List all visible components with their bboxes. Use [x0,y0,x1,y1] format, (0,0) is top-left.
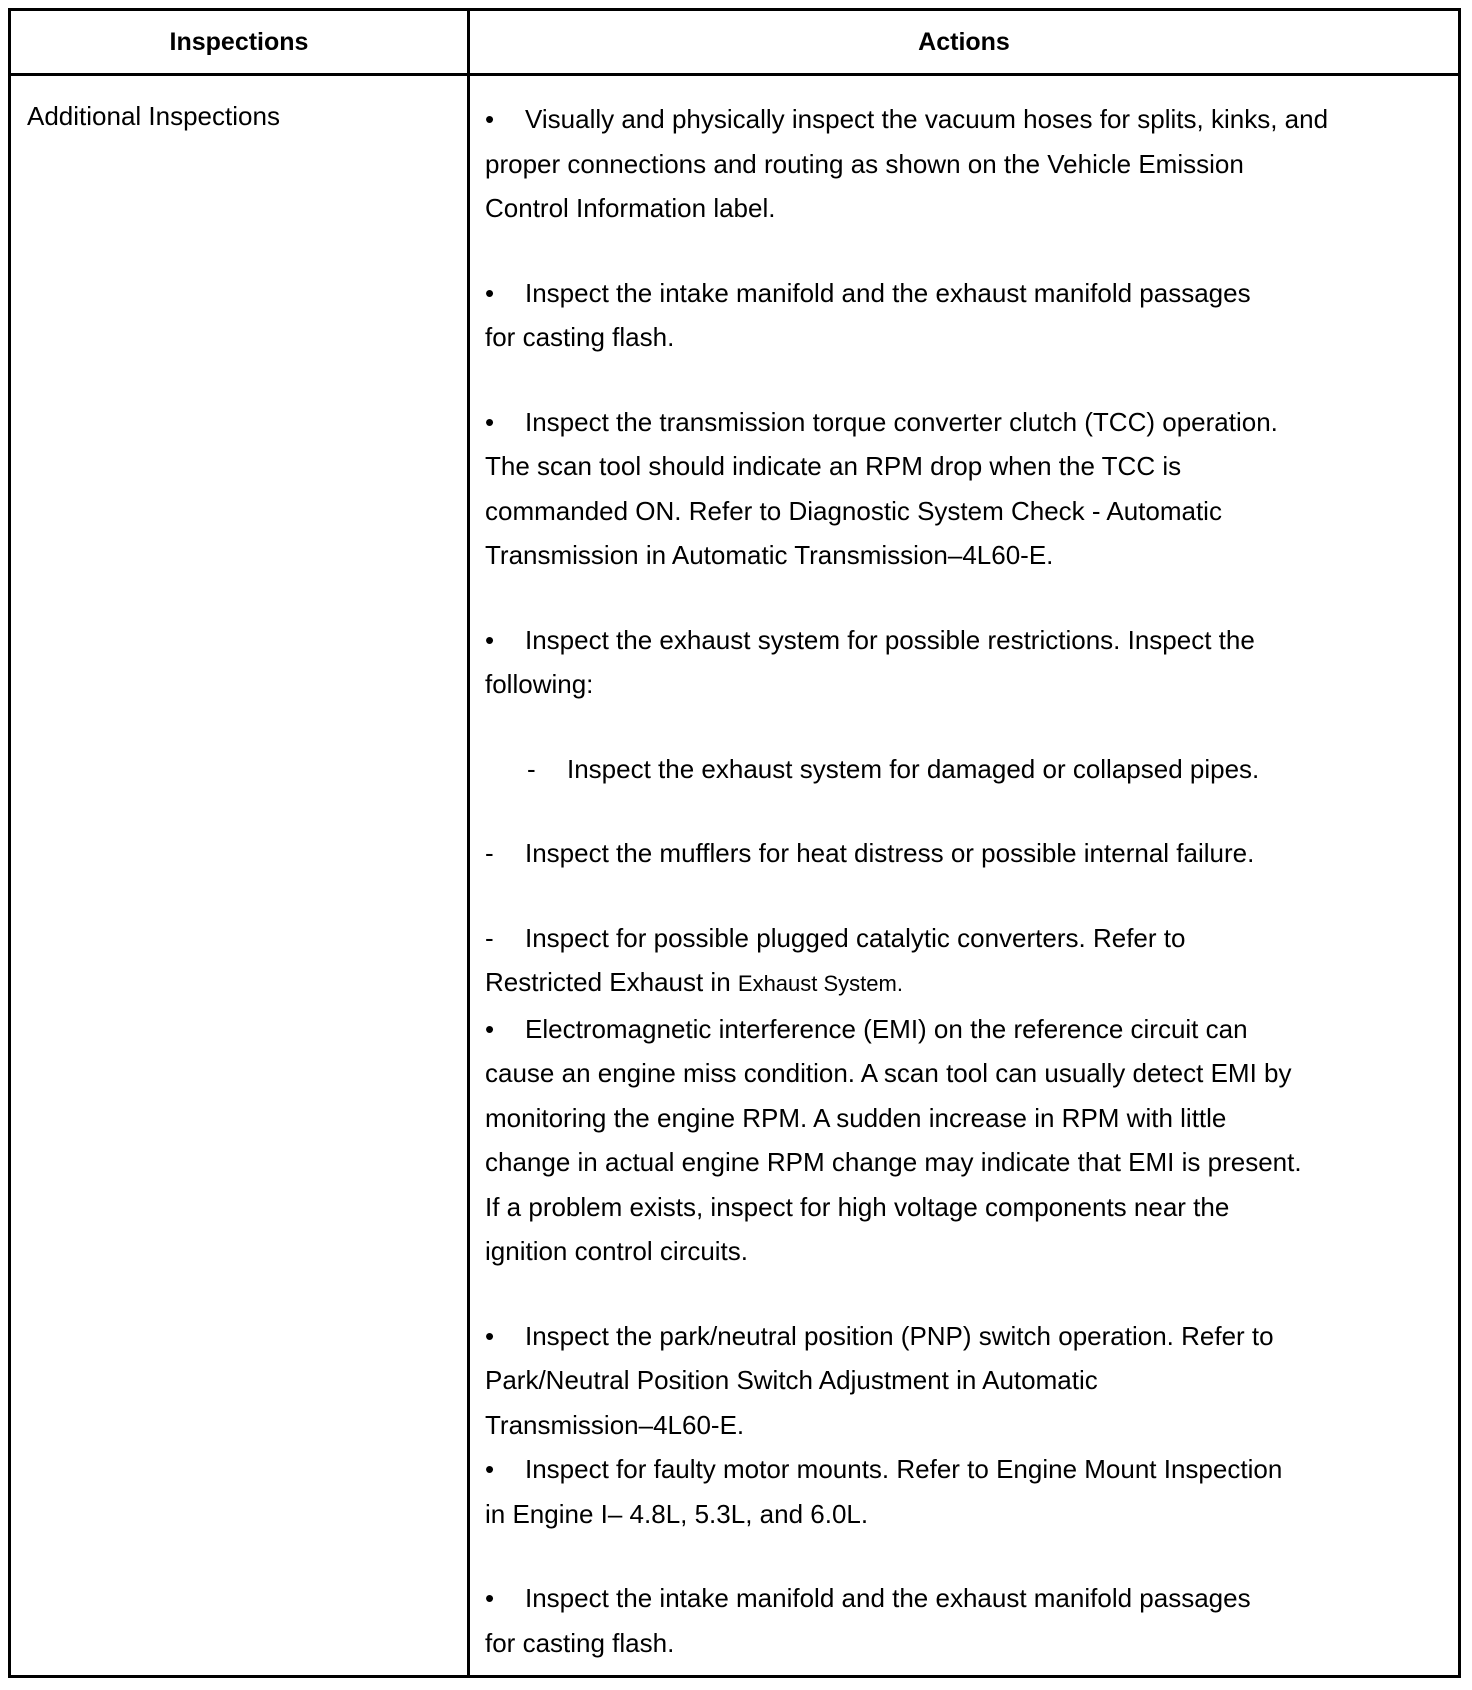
header-inspections: Inspections [169,27,309,56]
column-divider [467,11,470,1675]
bullet-marker: • [485,624,495,655]
row-label: Additional Inspections [27,101,280,131]
header-actions: Actions [918,27,1010,56]
dash-marker: - [527,753,536,784]
bullet-marker: • [485,406,495,437]
action-item: • Visually and physically inspect the vacuum hoses for splits, kinks, and proper connections and routing as shown on the Vehicle Emission Control Information label. [485,97,1415,231]
action-item: • Inspect the intake manifold and the exhaust manifold passages for casting flash. [485,271,1415,360]
bullet-marker: • [485,1013,495,1044]
bullet-marker: • [485,1583,495,1613]
dash-marker: - [485,922,494,953]
action-item: • Inspect the park/neutral position (PNP) switch operation. Refer to Park/Neutral Position Switch Adjustment in Automatic Transmission–4L60-E. [485,1314,1415,1448]
action-item: • Inspect the exhaust system for possible restrictions. Inspect the following: [485,618,1415,707]
action-item: • Inspect the transmission torque converter clutch (TCC) operation. The scan tool should indicate an RPM drop when the TCC is commanded ON. Refer to Diagnostic System Check - Automatic Transmission in Automatic Transmission–4L60-E. [485,400,1415,578]
action-subitem: - Inspect the exhaust system for damaged or collapsed pipes. [485,747,1415,792]
action-subitem: - Inspect the mufflers for heat distress or possible internal failure. [485,831,1415,876]
bullet-marker: • [485,277,495,308]
inspection-table [8,8,1461,1678]
action-item: • Inspect the intake manifold and the exhaust manifold passages for casting flash. [485,1576,1415,1665]
bullet-marker: • [485,104,495,134]
action-item: • Electromagnetic interference (EMI) on the reference circuit can cause an engine miss condition. A scan tool can usually detect EMI by monitoring the engine RPM. A sudden increase in RPM with little change in actual engine RPM change may indicate that EMI is present. If a problem exists, inspect for high voltage components near the ignition control circuits. [485,1007,1415,1274]
action-item: • Inspect for faulty motor mounts. Refer to Engine Mount Inspection in Engine I– 4.8L, 5.3L, and 6.0L. [485,1447,1415,1536]
action-subitem: - Inspect for possible plugged catalytic converters. Refer to Restricted Exhaust in Exhaust System. [485,916,1415,1007]
actions-cell [485,97,1415,1665]
header-divider [11,73,1458,76]
bullet-marker: • [485,1454,495,1484]
dash-marker: - [485,838,494,868]
bullet-marker: • [485,1320,495,1351]
